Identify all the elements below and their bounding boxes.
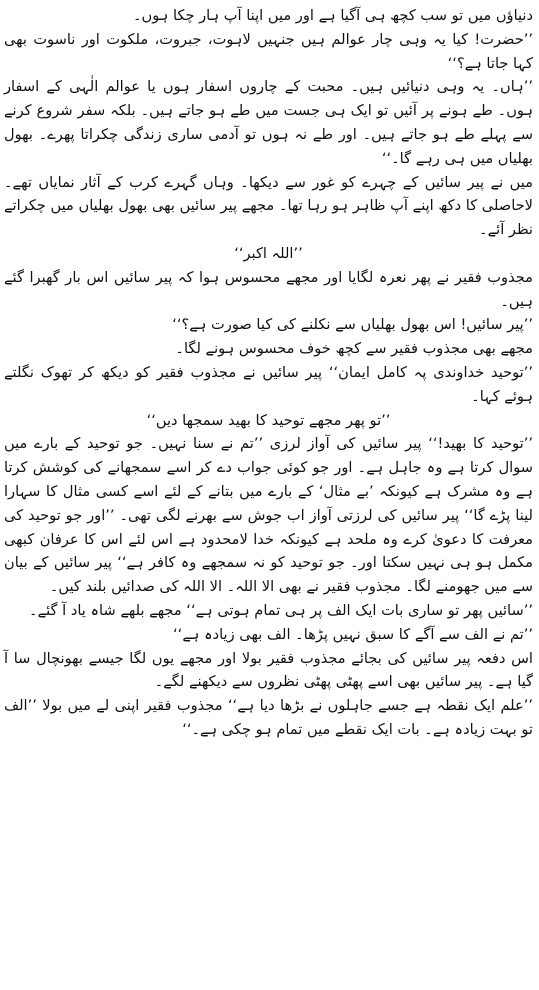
paragraph: ’’اللہ اکبر‘‘	[234, 244, 303, 262]
paragraph: مجھے بھی مجذوب فقیر سے کچھ خوف محسوس ہونے لگا۔	[175, 340, 533, 358]
paragraph: دنیاؤں میں تو سب کچھ ہی آگیا ہے اور میں اپنا آپ ہار چکا ہوں۔	[132, 7, 533, 24]
paragraph: اس دفعہ پیر سائیں کی بجائے مجذوب فقیر بولا اور مجھے یوں لگا جیسے بھونچال سا آ گیا ہے۔ پیر سائیں بھی اسے پھٹی پھٹی نظروں سے دیکھنے لگے۔	[4, 649, 533, 691]
paragraph: ’’ہاں۔ یہ وہی دنیائیں ہیں۔ محبت کے چاروں اسفار ہوں یا عوالم الٰہی کے اسفار ہوں۔ طے ہونے پر آئیں تو ایک ہی جست میں طے ہو جاتے ہیں۔ بلکہ سفر شروع کرنے سے پہلے طے ہو جاتے ہیں۔ اور طے نہ ہوں تو آدمی ساری زندگی چکراتا پھرے۔ بھول بھلیاں میں ہی رہے گا۔‘‘	[4, 78, 533, 167]
paragraph: ’’پیر سائیں! اس بھول بھلیاں سے نکلنے کی کیا صورت ہے؟‘‘	[172, 316, 533, 334]
paragraph: ’’تو پھر مجھے توحید کا بھید سمجھا دیں‘‘	[146, 411, 391, 429]
paragraph: ’’علم ایک نقطہ ہے جسے جاہلوں نے بڑھا دیا ہے‘‘ مجذوب فقیر اپنی لے میں بولا ’’الف تو بہت زیادہ ہے۔ بات ایک نقطے میں تمام ہو چکی ہے۔‘‘	[4, 697, 533, 738]
paragraph: ’’تم نے الف سے آگے کا سبق نہیں پڑھا۔ الف بھی زیادہ ہے‘‘	[173, 625, 533, 643]
paragraph: ’’سائیں پھر تو ساری بات ایک الف پر ہی تمام ہوتی ہے‘‘ مجھے بلھے شاہ یاد آ گئے۔	[29, 601, 533, 619]
paragraph: ’’توحید خداوندی پہ کامل ایمان‘‘ پیر سائیں نے مجذوب فقیر کو دیکھ کر تھوک نگلتے ہوئے کہا۔	[4, 363, 533, 405]
paragraph: میں نے پیر سائیں کے چہرے کو غور سے دیکھا۔ وہاں گہرے کرب کے آثار نمایاں تھے۔ لاحاصلی کا دکھ اپنے آپ ظاہر ہو رہا تھا۔ مجھے پیر سائیں بھی بھول بھلیاں میں چکراتے نظر آئے۔	[4, 173, 533, 239]
paragraph: ’’توحید کا بھید!‘‘ پیر سائیں کی آواز لرزی ’’تم نے سنا نہیں۔ جو توحید کے بارے میں سوال کرتا ہے وہ جاہل ہے۔ اور جو کوئی جواب دے کر اسے سمجھانے کی کوشش کرتا ہے وہ مشرک ہے کیونکہ ’بے مثال‘ کے بارے میں بتانے کے لئے اسے کسی مثال کا سہارا لینا پڑے گا‘‘ پیر سائیں کی لرزتی آواز اب جوش سے بھرنے لگی تھی۔ ’’اور جو توحید کی معرفت کا دعویٰ کرے وہ ملحد ہے کیونکہ خدا لامحدود ہے اس لئے اس کا عرفان کبھی مکمل ہو ہی نہیں سکتا اور۔ جو توحید کو نہ سمجھے وہ کافر ہے‘‘ پیر سائیں کے بیان سے میں جھومنے لگا۔ مجذوب فقیر نے بھی الا اللہ۔ الا اللہ کی صدائیں بلند کیں۔	[4, 435, 533, 596]
paragraph: مجذوب فقیر نے پھر نعرہ لگایا اور مجھے محسوس ہوا کہ پیر سائیں اس بار گھبرا گئے ہیں۔	[4, 268, 533, 310]
paragraph: ’’حضرت! کیا یہ وہی چار عوالم ہیں جنہیں لاہوت، جبروت، ملکوت اور ناسوت بھی کہا جاتا ہے؟‘‘	[4, 30, 533, 72]
